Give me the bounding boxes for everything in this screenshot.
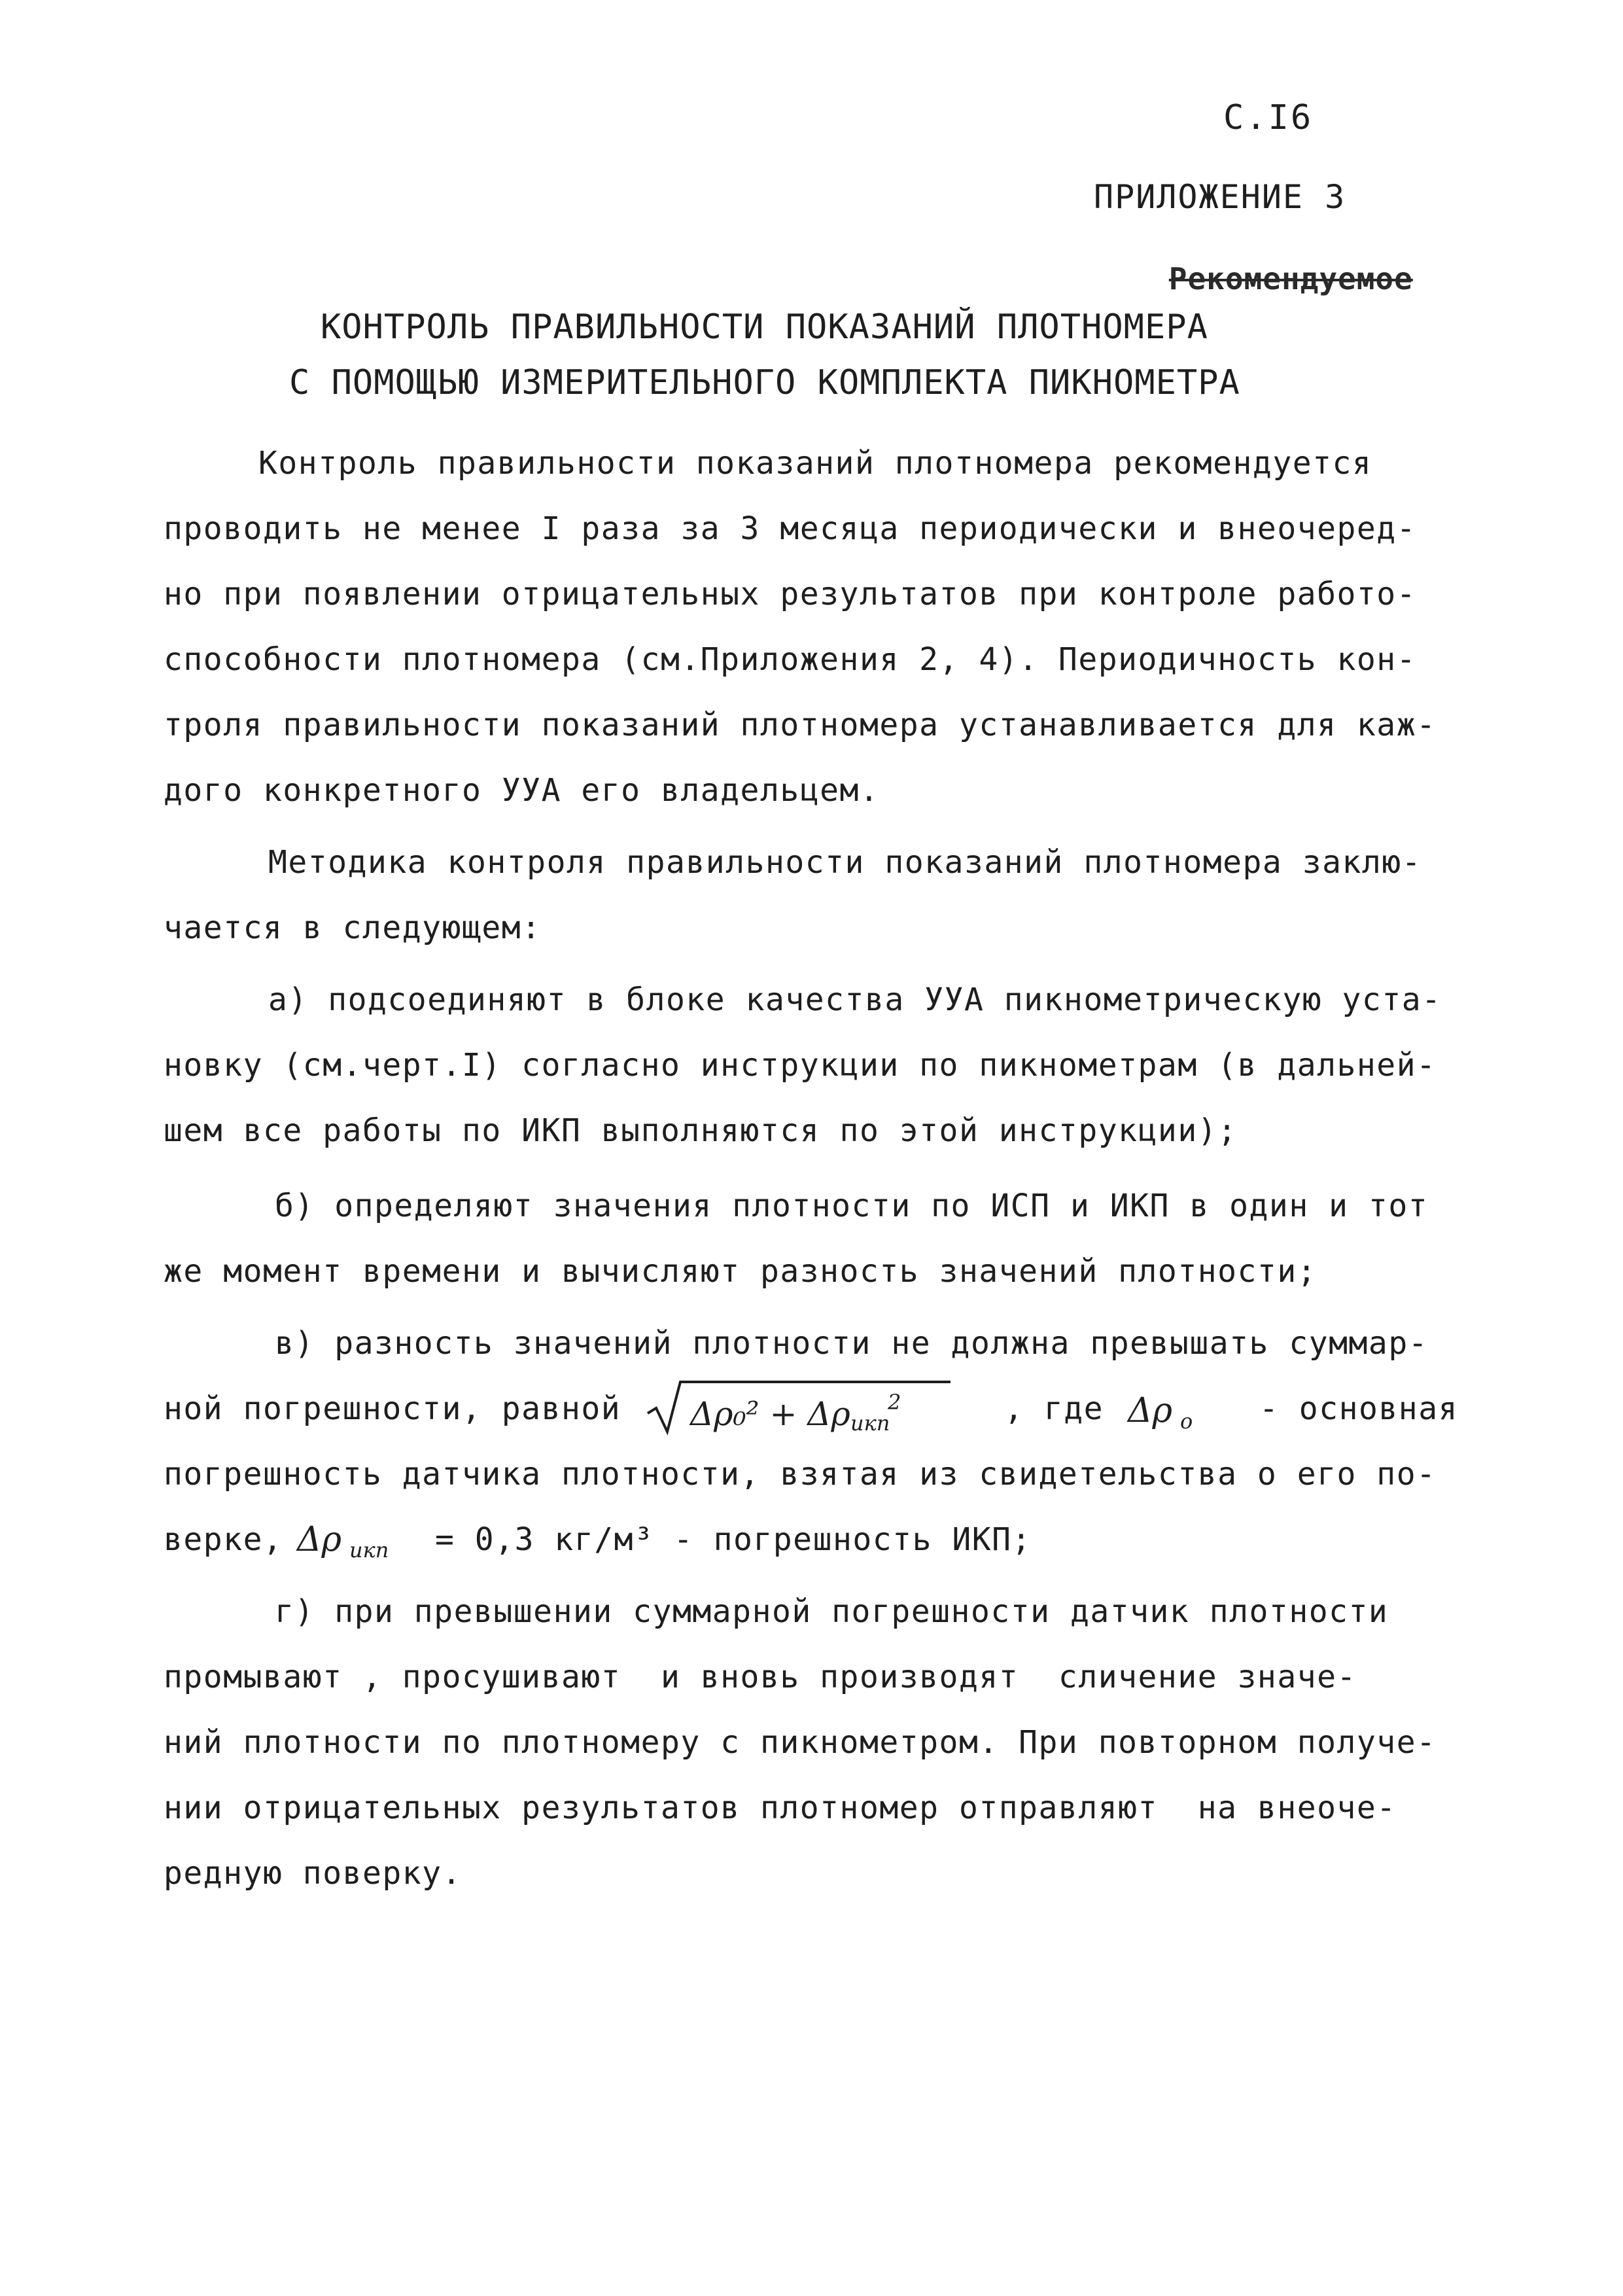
item-d-line-1: г) при превышении суммарной погрешности датчик плотности bbox=[275, 1593, 1389, 1630]
item-c-line-2-where: , где bbox=[1004, 1390, 1104, 1427]
p1-line-1: Контроль правильности показаний плотномера рекомендуется bbox=[258, 445, 1372, 482]
item-d-line-3: ний плотности по плотномеру с пикнометром. При повторном получе- bbox=[164, 1724, 1437, 1761]
p1-line-3: но при появлении отрицательных результатов при контроле работо- bbox=[164, 576, 1417, 612]
base-error-symbol bbox=[1125, 1377, 1204, 1439]
p2-line-1: Методика контроля правильности показаний плотномера заклю- bbox=[268, 844, 1422, 881]
item-c-line-1: в) разность значений плотности не должна превышать суммар- bbox=[275, 1325, 1429, 1362]
item-c-line-3: погрешность датчика плотности, взятая из свидетельства о его по- bbox=[164, 1456, 1437, 1492]
item-d-line-2: промывают , просушивают и вновь производят сличение значе- bbox=[164, 1659, 1357, 1695]
item-c-line-4-start: верке, bbox=[164, 1521, 283, 1558]
appendix-struck-word: Рекомендуемое bbox=[1168, 261, 1413, 296]
page-number: С.I6 bbox=[1223, 98, 1314, 137]
p1-line-4: способности плотномера (см.Приложения 2, 4). Периодичность кон- bbox=[164, 641, 1417, 678]
item-b-line-2: же момент времени и вычисляют разность значений плотности; bbox=[164, 1253, 1318, 1290]
ikp-error-symbol bbox=[294, 1505, 425, 1573]
svg-text:Δρ: Δρ bbox=[297, 1520, 342, 1559]
item-d-line-4: нии отрицательных результатов плотномер отправляют на внеоче- bbox=[164, 1790, 1397, 1826]
item-a-line-1: а) подсоединяют в блоке качества УУА пикнометрическую уста- bbox=[268, 981, 1442, 1018]
svg-text:икп: икп bbox=[349, 1538, 389, 1563]
item-b-line-1: б) определяют значения плотности по ИСП и ИКП в один и тот bbox=[275, 1188, 1429, 1224]
p1-line-2: проводить не менее I раза за 3 месяца периодически и внеочеред- bbox=[164, 510, 1417, 547]
total-error-formula bbox=[644, 1374, 952, 1442]
title-line-2: С ПОМОЩЬЮ ИЗМЕРИТЕЛЬНОГО КОМПЛЕКТА ПИКНОМЕТРА bbox=[289, 363, 1240, 402]
appendix-label: ПРИЛОЖЕНИЕ 3 bbox=[1094, 178, 1346, 216]
item-a-line-3: шем все работы по ИКП выполняются по этой инструкции); bbox=[164, 1112, 1238, 1149]
item-d-line-5: редную поверку. bbox=[164, 1855, 462, 1892]
svg-text:о: о bbox=[1180, 1409, 1193, 1434]
title-line-1: КОНТРОЛЬ ПРАВИЛЬНОСТИ ПОКАЗАНИЙ ПЛОТНОМЕРА bbox=[321, 308, 1208, 347]
p2-line-2: чается в следующем: bbox=[164, 910, 542, 946]
svg-text:икп: икп bbox=[850, 1411, 890, 1436]
item-c-line-2-start: ной погрешности, равной bbox=[164, 1390, 621, 1427]
item-c-line-2-end: - основная bbox=[1259, 1390, 1458, 1427]
svg-text:2: 2 bbox=[888, 1390, 901, 1415]
p1-line-5: троля правильности показаний плотномера устанавливается для каж- bbox=[164, 707, 1437, 743]
item-c-line-4-end: = 0,3 кг/м³ - погрешность ИКП; bbox=[435, 1521, 1032, 1558]
item-a-line-2: новку (см.черт.I) согласно инструкции по пикнометрам (в дальней- bbox=[164, 1047, 1437, 1084]
svg-text:Δρ₀² + Δρ: Δρ₀² + Δρ bbox=[690, 1395, 850, 1433]
svg-text:Δρ: Δρ bbox=[1128, 1391, 1173, 1430]
p1-line-6: дого конкретного УУА его владельцем. bbox=[164, 772, 880, 809]
